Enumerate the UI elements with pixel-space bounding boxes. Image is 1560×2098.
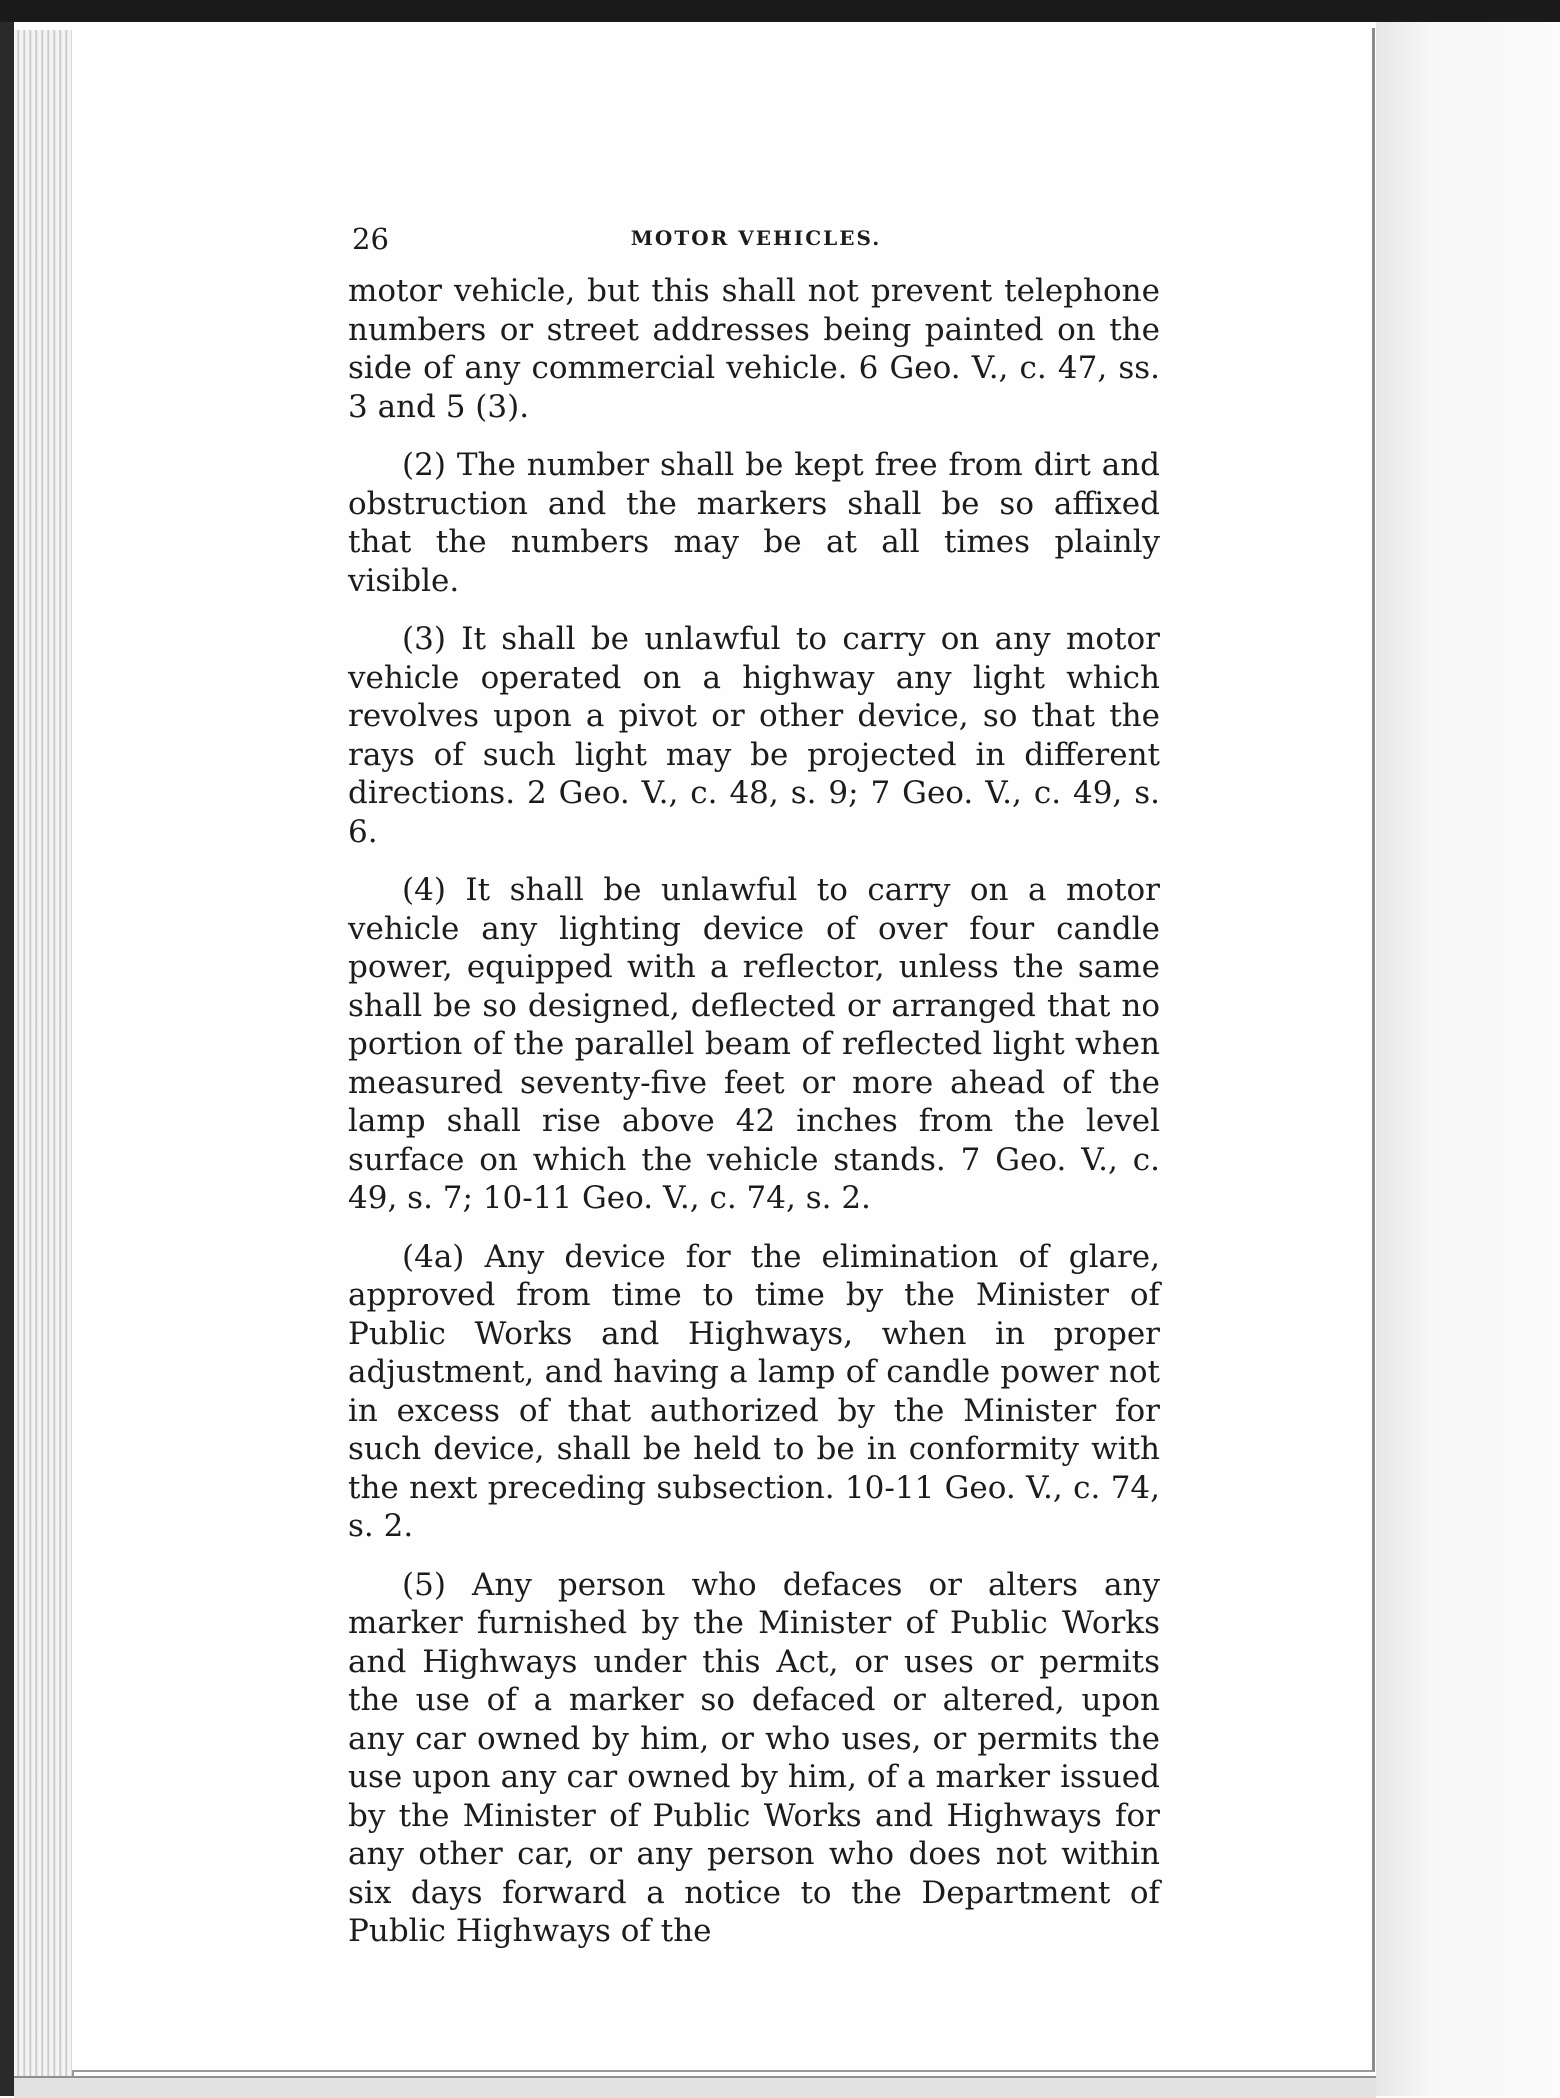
page-title: MOTOR VEHICLES. xyxy=(630,226,882,250)
body-text xyxy=(348,272,1160,1971)
paragraph-subsection-2: (2) The number shall be kept free from dirt and obstruction and the markers shall be so affixed that the numbers may be at all times plainly visible. xyxy=(348,447,1160,599)
paragraph-subsection-4a: (4a) Any device for the elimination of glare, approved from time to time by the Minister of Public Works and Highways, when in proper adjustment, and having a lamp of candle power not in excess of that authorized by the Minister for such device, shall be held to be in conformity with the next preceding subsection. 10-11 Geo. V., c. 74, s. 2. xyxy=(348,1238,1160,1544)
paragraph-continued: motor vehicle, but this shall not prevent telephone numbers or street addresses being painted on the side of any commercial vehicle. 6 Geo. V., c. 47, ss. 3 and 5 (3). xyxy=(348,273,1160,425)
scan-bottom-edge xyxy=(14,2076,1376,2098)
paragraph-subsection-5: (5) Any person who defaces or alters any marker furnished by the Minister of Public Works and Highways under this Act, or uses or permits the use of a marker so defaced or altered, upon any car owned by him, or who uses, or permits the use upon any car owned by him, of a marker issued by the Minister of Public Works and Highways for any other car, or any person who does not within six days forward a notice to the Department of Public Highways of the xyxy=(348,1566,1160,1949)
scan-top-edge xyxy=(0,0,1560,22)
running-head xyxy=(352,220,1160,260)
paragraph-subsection-4: (4) It shall be unlawful to carry on a motor vehicle any lighting device of over four candle power, equipped with a reflector, unless the same shall be so designed, deflected or arranged that no portion of the parallel beam of reflected light when measured seventy-five feet or more ahead of the lamp shall rise above 42 inches from the level surface on which the vehicle stands. 7 Geo. V., c. 49, s. 7; 10-11 Geo. V., c. 74, s. 2. xyxy=(348,872,1160,1216)
book-page-stack xyxy=(14,30,74,2080)
page-number: 26 xyxy=(352,222,389,256)
facing-page-edge xyxy=(1376,22,1560,2096)
paragraph-subsection-3: (3) It shall be unlawful to carry on any motor vehicle operated on a highway any light which revolves upon a pivot or other device, so that the rays of such light may be projected in different directions. 2 Geo. V., c. 48, s. 9; 7 Geo. V., c. 49, s. 6. xyxy=(348,621,1160,850)
scan-left-edge xyxy=(0,22,14,2096)
